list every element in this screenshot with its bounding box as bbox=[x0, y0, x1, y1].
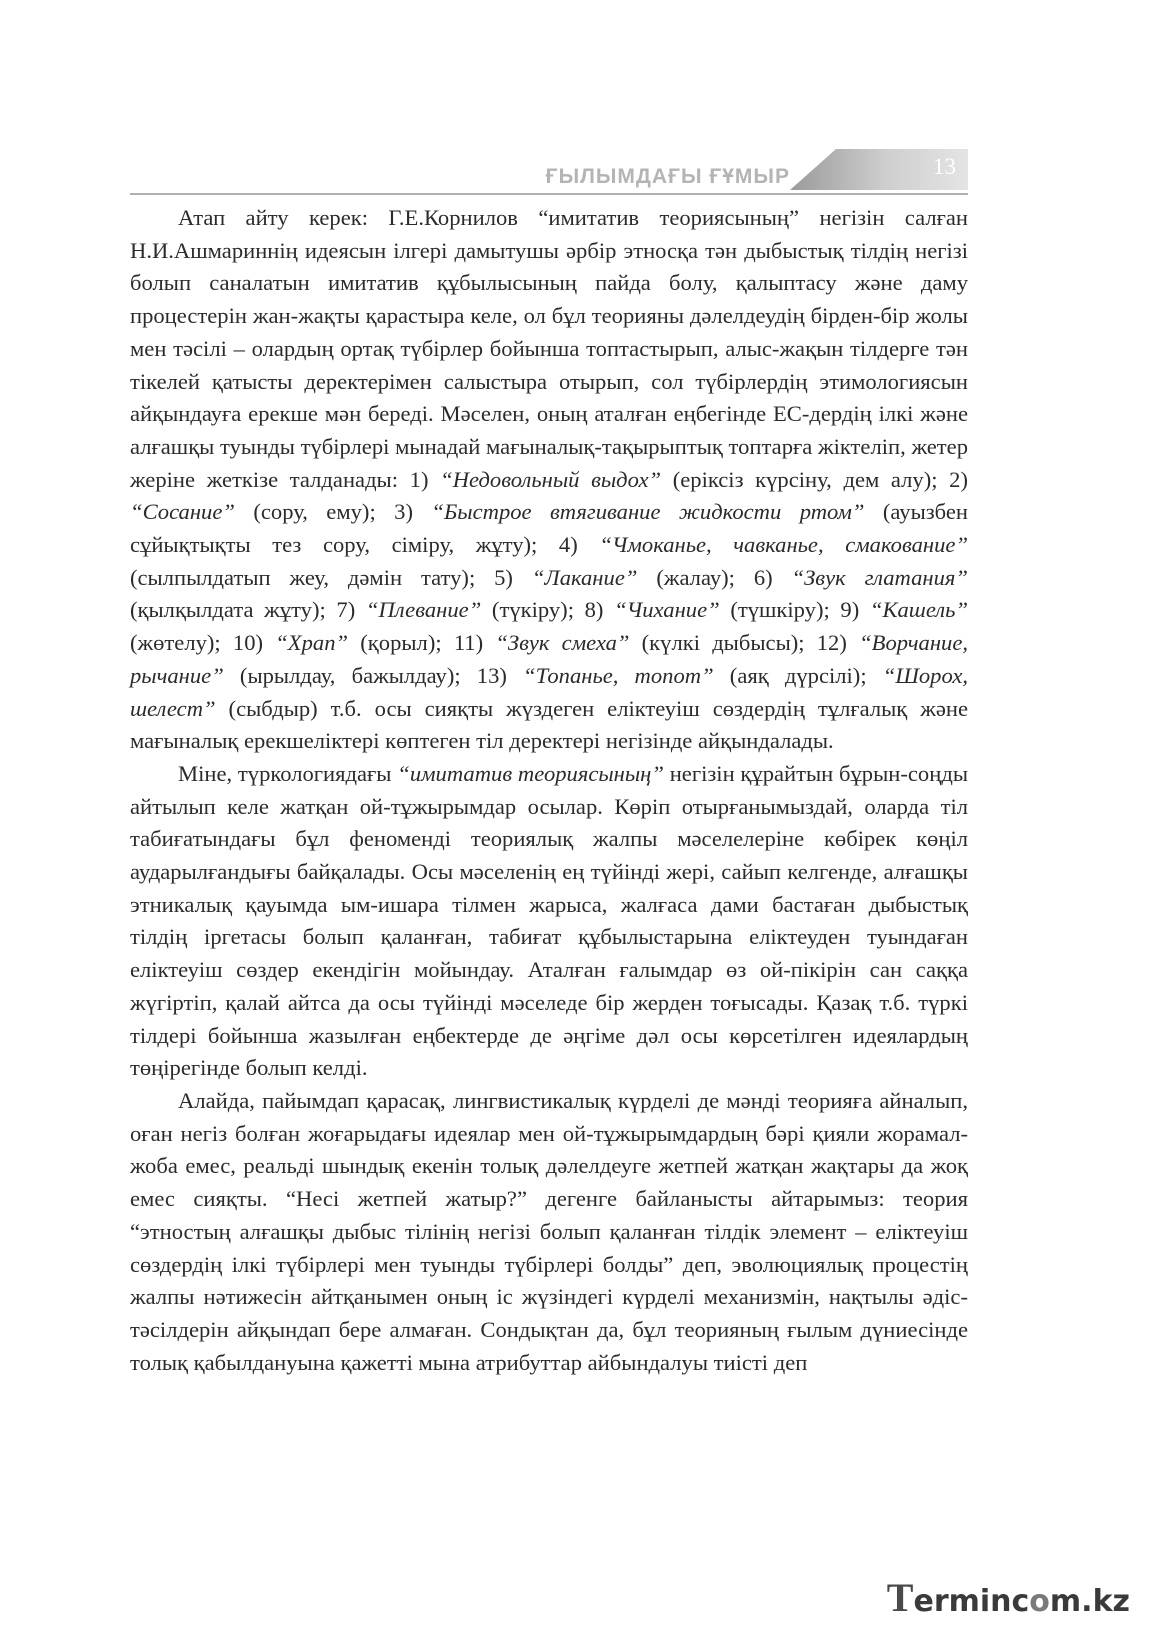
italic-term: “имитатив теориясының” bbox=[397, 760, 664, 786]
italic-term: “Сосание” bbox=[130, 499, 235, 525]
text-run: (ырылдау, бажылдау); 13) bbox=[223, 662, 524, 688]
watermark-middle: erminc bbox=[913, 1584, 1030, 1619]
paragraph-1 bbox=[130, 202, 968, 758]
text-run: Алайда, пайымдап қарасақ, лингвистикалық күрделі де мәнді теорияға айналып, оған негіз болған жоғарыдағы идеялар мен ой-тұжырымдардың бәрі қияли жорамал-жоба емес, реальді шындық екенін толық дәлелдеуге жетпей жатқан жақтары да жоқ емес сияқты. “Несі жетпей жатыр?” дегенге байланысты айтарымыз: теория “этностың алғашқы дыбыс тілінің негізі болып қаланған тілдік элемент – еліктеуіш сөздердің ілкі түбірлері мен туынды түбірлері болды” деп, эволюциялық процестің жалпы нәтижесін айтқанымен оның іс жүзіндегі күрделі механизмін, нақтылы әдіс-тәсілдерін айқындап бере алмаған. Сондықтан да, бұл теорияның ғылым дүниесінде толық қабылдануына қажетті мына атрибуттар айбындалуы тиісті деп bbox=[130, 1087, 968, 1375]
italic-term: “Недовольный выдох” bbox=[440, 466, 662, 492]
italic-term: “Лакание” bbox=[531, 564, 638, 590]
italic-term: “Кашель” bbox=[869, 597, 969, 623]
header-rule bbox=[130, 193, 968, 195]
text-run: (аяқ дүрсілі); bbox=[713, 662, 883, 688]
running-header bbox=[130, 149, 968, 195]
watermark-o: o bbox=[1029, 1584, 1050, 1619]
text-run: (жөтелу); 10) bbox=[130, 630, 276, 656]
italic-term: “Чмоканье, чавканье, смакование” bbox=[599, 532, 969, 558]
italic-term: “Храп” bbox=[275, 630, 349, 656]
text-run: (еріксіз күрсіну, дем алу); 2) bbox=[661, 466, 969, 492]
text-run: (сыбдыр) т.б. осы сияқты жүздеген еліктеуіш сөздердің тұлғалық және мағыналық ерекшеліктері көптеген тіл деректері негізінде айқындалады. bbox=[130, 695, 968, 754]
italic-term: “Звук смеха” bbox=[495, 630, 630, 656]
text-run: (қылқылдата жұту); 7) bbox=[130, 597, 366, 623]
page-number: 13 bbox=[933, 154, 956, 179]
watermark-initial: T bbox=[886, 1575, 914, 1620]
text-run: (түшкіру); 9) bbox=[719, 597, 870, 623]
text-run: негізін құрайтын бұрын-соңды айтылып келе жатқан ой-тұжырымдар осылар. Көріп отырғанымыздай, оларда тіл табиғатындағы бұл феноменді теориялық жалпы мәселелеріне көбірек көңіл аударылғандығы байқалады. Осы мәселенің ең түйінді жері, сайып келгенде, алғашқы этникалық қауымда ым-ишара тілмен жарыса, жалғаса дами бастаған дыбыстық тілдің іргетасы болып қаланған, табиғат құбылыстарына еліктеуден туындаған еліктеуіш сөздер екендігін мойындау. Аталған ғалымдар өз ой-пікірін сан саққа жүгіртіп, қалай айтса да осы түйінді мәселеде бір жерден тоғысады. Қазақ т.б. түркі тілдері бойынша жазылған еңбектерде де әңгіме дәл осы көрсетілген идеялардың төңірегінде болып келді. bbox=[130, 760, 968, 1081]
italic-term: “Шорох, шелест” bbox=[130, 662, 968, 721]
text-run: (күлкі дыбысы); 12) bbox=[629, 630, 860, 656]
paragraph-3 bbox=[130, 1085, 968, 1379]
italic-term: “Быстрое втягивание жидкости ртом” bbox=[431, 499, 865, 525]
text-run: (қорыл); 11) bbox=[348, 630, 496, 656]
text-run: (жалау); 6) bbox=[637, 564, 792, 590]
italic-term: “Звук глатания” bbox=[791, 564, 968, 590]
text-run: (сылпылдатып жеу, дәмін тату); 5) bbox=[130, 564, 532, 590]
text-run: Атап айту керек: Г.Е.Корнилов “имитатив теориясының” негізін салған Н.И.Ашмариннің идеясын ілгері дамытушы әрбір этносқа тән дыбыстық тілдің негізі болып саналатын имитатив құбылысының пайда болу, қалыптасу және даму процестерін жан-жақты қарастыра келе, ол бұл теорияны дәлелдеудің бірден-бір жолы мен тәсілі – олардың ортақ түбірлер бойынша топтастырып, алыс-жақын тілдерге тән тікелей қатысты деректерімен салыстыра отырып, сол түбірлердің этимологиясын айқындауға ерекше мән береді. Мәселен, оның аталған еңбегінде ЕС-дердің ілкі және алғашқы туынды түбірлері мынадай мағыналық-тақырыптық топтарға жіктеліп, жетер жеріне жеткізе талданады: 1) bbox=[130, 205, 968, 492]
italic-term: “Плевание” bbox=[365, 597, 482, 623]
site-watermark bbox=[887, 1574, 1130, 1621]
header-title: ҒЫЛЫМДАҒЫ ҒҰМЫР bbox=[545, 165, 790, 188]
text-run: (сору, ему); 3) bbox=[234, 499, 432, 525]
text-run: Міне, түркологиядағы bbox=[178, 760, 398, 786]
text-run: (ауызбен сұйықтықты тез сору, сіміру, жұту); 4) bbox=[130, 499, 968, 558]
italic-term: “Топанье, топот” bbox=[523, 662, 714, 688]
text-run: (түкіру); 8) bbox=[481, 597, 615, 623]
page-body bbox=[130, 202, 968, 1379]
italic-term: “Чихание” bbox=[614, 597, 720, 623]
paragraph-2 bbox=[130, 758, 968, 1085]
watermark-end: m.kz bbox=[1049, 1584, 1130, 1619]
italic-term: “Ворчание, рычание” bbox=[130, 630, 968, 688]
